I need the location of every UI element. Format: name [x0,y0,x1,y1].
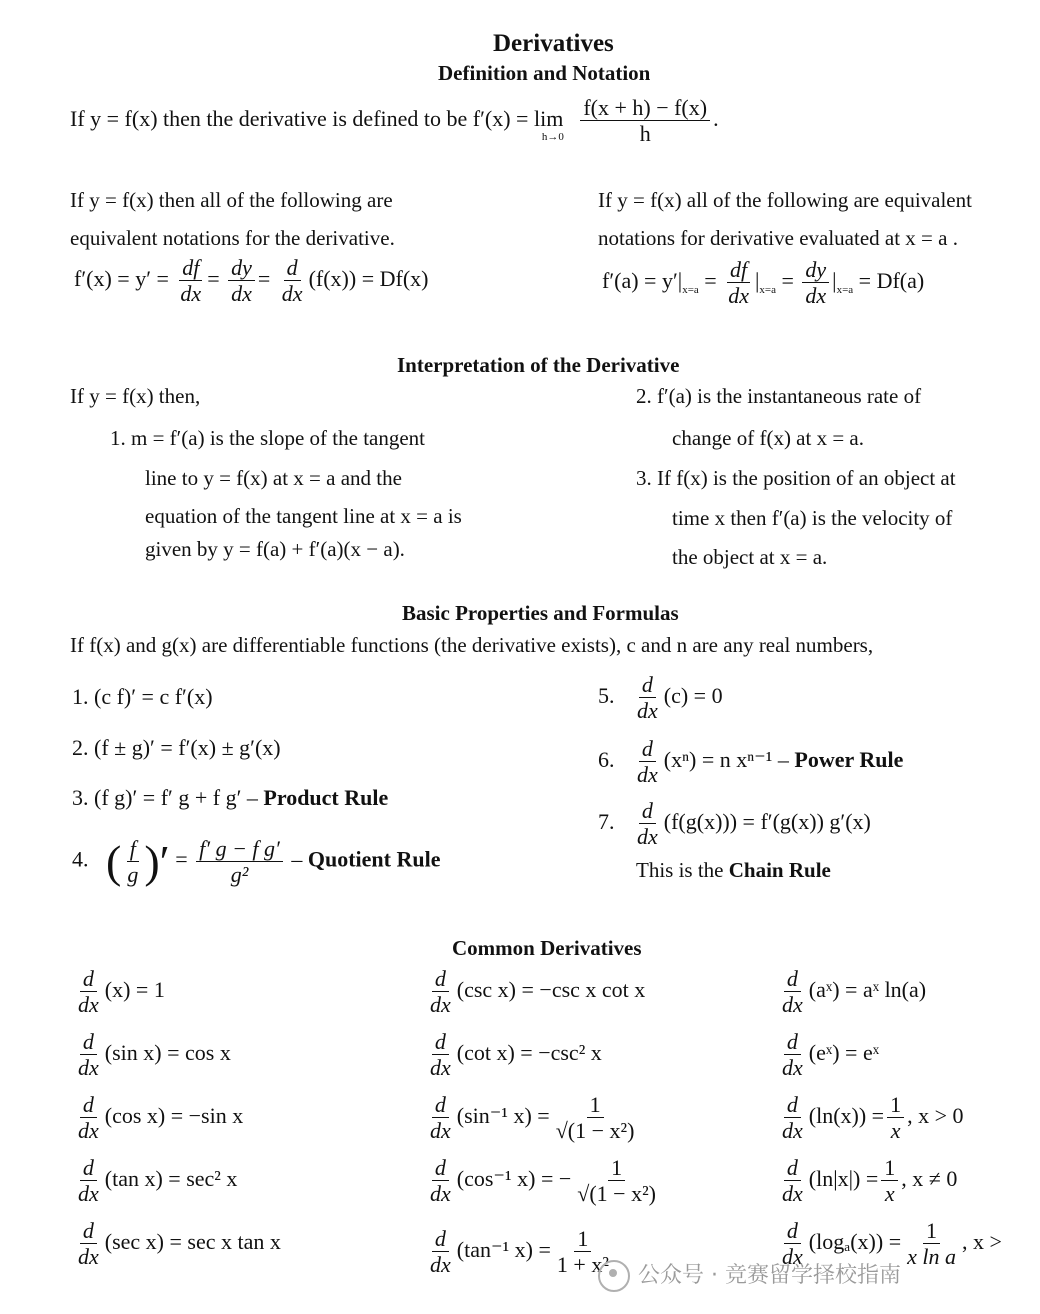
c3r2-d: d [784,1029,801,1055]
c3r3-rhs: (ln(x)) = [808,1102,885,1128]
c2r4-num: 1 [608,1155,625,1181]
interpretation-intro: If y = f(x) then, [70,384,201,408]
c2r4-den: √(1 − x²) [577,1181,657,1207]
property-4: 4. ( $\frac{f}{g}$ )′ = $\frac{\text{f′ g − f g′}}{\text{g²}}$ – Quotient Rule [72,835,441,887]
c2r4-rhs: (cos⁻¹ x) = − [456,1165,572,1191]
property-4-number: 4. [72,846,89,872]
limit-denominator: h [639,121,651,147]
definition-formula [70,95,719,147]
p7-dx: dx [637,824,658,850]
common-col3-row3 [776,1092,964,1144]
c1r1-rhs: (x) = 1 [104,976,165,1002]
c3r5-d: d [784,1218,801,1244]
quotient-rule-label: Quotient Rule [307,846,441,872]
notation-right-formula-a: f′(a) = y′| [602,267,683,293]
c3r5-num: 1 [923,1218,940,1244]
p6-d: d [639,736,656,762]
c3r1-rhs: (aˣ) = aˣ ln(a) [808,976,927,1002]
c2r1-rhs: (csc x) = −csc x cot x [456,976,646,1002]
properties-heading: Basic Properties and Formulas [402,601,679,625]
property-2: 2. (f ± g)′ = f′(x) ± g′(x) [72,735,281,760]
c1r4-rhs: (tan x) = sec² x [104,1165,238,1191]
c3r4-tail: , x ≠ 0 [901,1165,958,1191]
c3r4-dx: dx [782,1181,803,1207]
c3r5-rhs: (logₐ(x)) = [808,1228,902,1254]
c1r2-dx: dx [78,1055,99,1081]
notation-left-line2: equivalent notations for the derivative. [70,226,395,250]
eval-sub-2: x=a [759,284,776,297]
c2r4-d: d [432,1155,449,1181]
c3r3-den: x [890,1118,901,1144]
c3r2-rhs: (eˣ) = eˣ [808,1039,880,1065]
c1r2-rhs: (sin x) = cos x [104,1039,231,1065]
common-col3-row4 [776,1155,957,1207]
c1r2-d: d [80,1029,97,1055]
common-col2-row1 [424,966,645,1018]
interp-item1-line2: line to y = f(x) at x = a and the [145,466,402,490]
property-6 [598,736,903,788]
c3r5-den: x ln a [907,1244,956,1270]
dy-num-r: dy [802,257,829,283]
property-5-rhs: (c) = 0 [663,682,723,708]
p6-dx: dx [637,762,658,788]
quotient-lhs-den: g [127,862,139,887]
c2r2-d: d [432,1029,449,1055]
dy-num: dy [228,255,255,281]
common-col3-row2 [776,1029,879,1081]
interp-item1-line1: 1. m = f′(a) is the slope of the tangent [110,426,426,450]
quotient-rhs-num: f′ g − f g′ [196,836,283,862]
property-3-formula: 3. (f g)′ = f′ g + f g′ – [72,785,258,810]
property-5-number: 5. [598,682,615,708]
power-rule-label: Power Rule [794,746,904,772]
chain-rule-label: Chain Rule [728,858,831,882]
common-col1-row2 [72,1029,231,1081]
c3r3-d: d [784,1092,801,1118]
c1r5-rhs: (sec x) = sec x tan x [104,1228,281,1254]
common-col2-row4 [424,1155,662,1207]
interp-item1-line4: given by y = f(a) + f′(a)(x − a). [145,537,405,561]
common-col1-row5 [72,1218,281,1270]
c3r3-num: 1 [887,1092,904,1118]
c3r4-num: 1 [881,1155,898,1181]
eval-sub-3: x=a [836,284,854,297]
c1r3-d: d [80,1092,97,1118]
df-num: df [179,255,202,281]
c1r3-rhs: (cos x) = −sin x [104,1102,244,1128]
wechat-icon [598,1260,630,1292]
property-7 [598,798,871,850]
interp-item3-line1: 3. If f(x) is the position of an object at [636,466,956,490]
eval-sub-1: x=a [682,284,699,297]
dy-den-r: dx [805,283,827,309]
c1r5-d: d [80,1218,97,1244]
c3r4-den: x [884,1181,895,1207]
c2r5-d: d [432,1226,449,1252]
c1r1-d: d [80,966,97,992]
notation-right-formula: $f'(a) = y'|_{x=a}$ = $\frac{df}{dx}$ $|_{x=a}$ = $\frac{dy}{dx}$ $|_{x=a} = Df(a)$ [602,257,925,309]
c2r5-num: 1 [574,1226,591,1252]
p5-dx: dx [637,698,658,724]
c2r3-rhs: (sin⁻¹ x) = [456,1102,550,1128]
common-col3-row1 [776,966,926,1018]
quotient-rhs-den: g² [230,862,249,887]
definition-heading: Definition and Notation [438,61,651,85]
notation-right-line2: notations for derivative evaluated at x = a . [598,226,958,250]
c3r3-dx: dx [782,1118,803,1144]
property-3 [72,785,388,811]
c2r4-dx: dx [430,1181,451,1207]
limit-subscript: h→0 [541,130,564,143]
c2r2-rhs: (cot x) = −csc² x [456,1039,602,1065]
interp-item3-line2: time x then f′(a) is the velocity of [672,506,953,530]
watermark [598,1258,901,1292]
df-den: dx [180,281,202,307]
c3r5-tail: , x > [962,1228,1002,1254]
properties-intro: If f(x) and g(x) are differentiable functions (the derivative exists), c and n are any real numbers, [70,633,874,657]
c2r2-dx: dx [430,1055,451,1081]
property-7-rhs: (f(g(x))) = f′(g(x)) g′(x) [663,808,871,834]
c1r5-dx: dx [78,1244,99,1270]
common-col1-row4 [72,1155,237,1207]
notation-right-line1: If y = f(x) all of the following are equivalent [598,188,972,212]
c2r1-d: d [432,966,449,992]
c2r1-dx: dx [430,992,451,1018]
df-num-r: df [727,257,750,283]
definition-period: . [713,105,719,131]
c2r3-dx: dx [430,1118,451,1144]
c3r2-dx: dx [782,1055,803,1081]
property-6-number: 6. [598,746,615,772]
common-heading: Common Derivatives [452,936,642,960]
p7-d: d [639,798,656,824]
page-title: Derivatives [493,30,614,57]
common-col2-row3 [424,1092,640,1144]
quotient-lhs-num: f [127,836,139,862]
c3r1-d: d [784,966,801,992]
c3r5-dx: dx [782,1244,803,1270]
common-col1-row3 [72,1092,243,1144]
common-col1-row1 [72,966,165,1018]
c3r4-rhs: (ln|x|) = [808,1165,879,1191]
p5-d: d [639,672,656,698]
c1r3-dx: dx [78,1118,99,1144]
interpretation-heading: Interpretation of the Derivative [397,353,680,377]
property-7-number: 7. [598,808,615,834]
c2r5-den: 1 + x² [556,1252,609,1278]
definition-lead-text: If y = f(x) then the derivative is defined to be f′(x) = lim [70,105,564,131]
notation-left-formula-b: (f(x)) = Df(x) [308,265,429,291]
interp-item2-line2: change of f(x) at x = a. [672,426,865,450]
c1r4-dx: dx [78,1181,99,1207]
limit-numerator: f(x + h) − f(x) [580,95,710,121]
property-6-rhs: (xⁿ) = n xⁿ⁻¹ – [663,746,789,772]
notation-left-line1: If y = f(x) then all of the following are [70,188,393,212]
common-col2-row2 [424,1029,602,1081]
c3r4-d: d [784,1155,801,1181]
notation-left-formula-a: f′(x) = y′ = [74,265,169,291]
dy-den: dx [231,281,252,307]
notation-right-formula-b: = Df(a) [858,267,925,293]
property-5 [598,672,723,724]
notation-left-formula: f′(x) = y′ = $\frac{df}{dx}$ = $\frac{dy}{dx}$ = $\frac{d}{dx}$ (f(x)) = Df(x) [74,255,429,307]
interp-item2-line1: 2. f′(a) is the instantaneous rate of [636,384,922,408]
c1r4-d: d [80,1155,97,1181]
c2r3-num: 1 [587,1092,604,1118]
c2r3-den: √(1 − x²) [555,1118,635,1144]
c2r5-rhs: (tan⁻¹ x) = [456,1236,551,1262]
interp-item1-line3: equation of the tangent line at x = a is [145,504,462,528]
product-rule-label: Product Rule [263,785,389,810]
d-den: dx [281,281,303,307]
watermark-text: 公众号 · 竞赛留学择校指南 [638,1263,901,1288]
d-num: d [284,255,301,281]
property-1: 1. (c f)′ = c f′(x) [72,684,213,709]
c2r5-dx: dx [430,1252,451,1278]
df-den-r: dx [728,283,749,309]
c3r1-dx: dx [782,992,803,1018]
c2r3-d: d [432,1092,449,1118]
common-col2-row5 [424,1226,615,1278]
chain-rule-note [636,858,831,883]
interp-item3-line3: the object at x = a. [672,545,828,569]
c3r3-tail: , x > 0 [907,1102,964,1128]
chain-rule-text: This is the [636,858,724,882]
c1r1-dx: dx [78,992,99,1018]
